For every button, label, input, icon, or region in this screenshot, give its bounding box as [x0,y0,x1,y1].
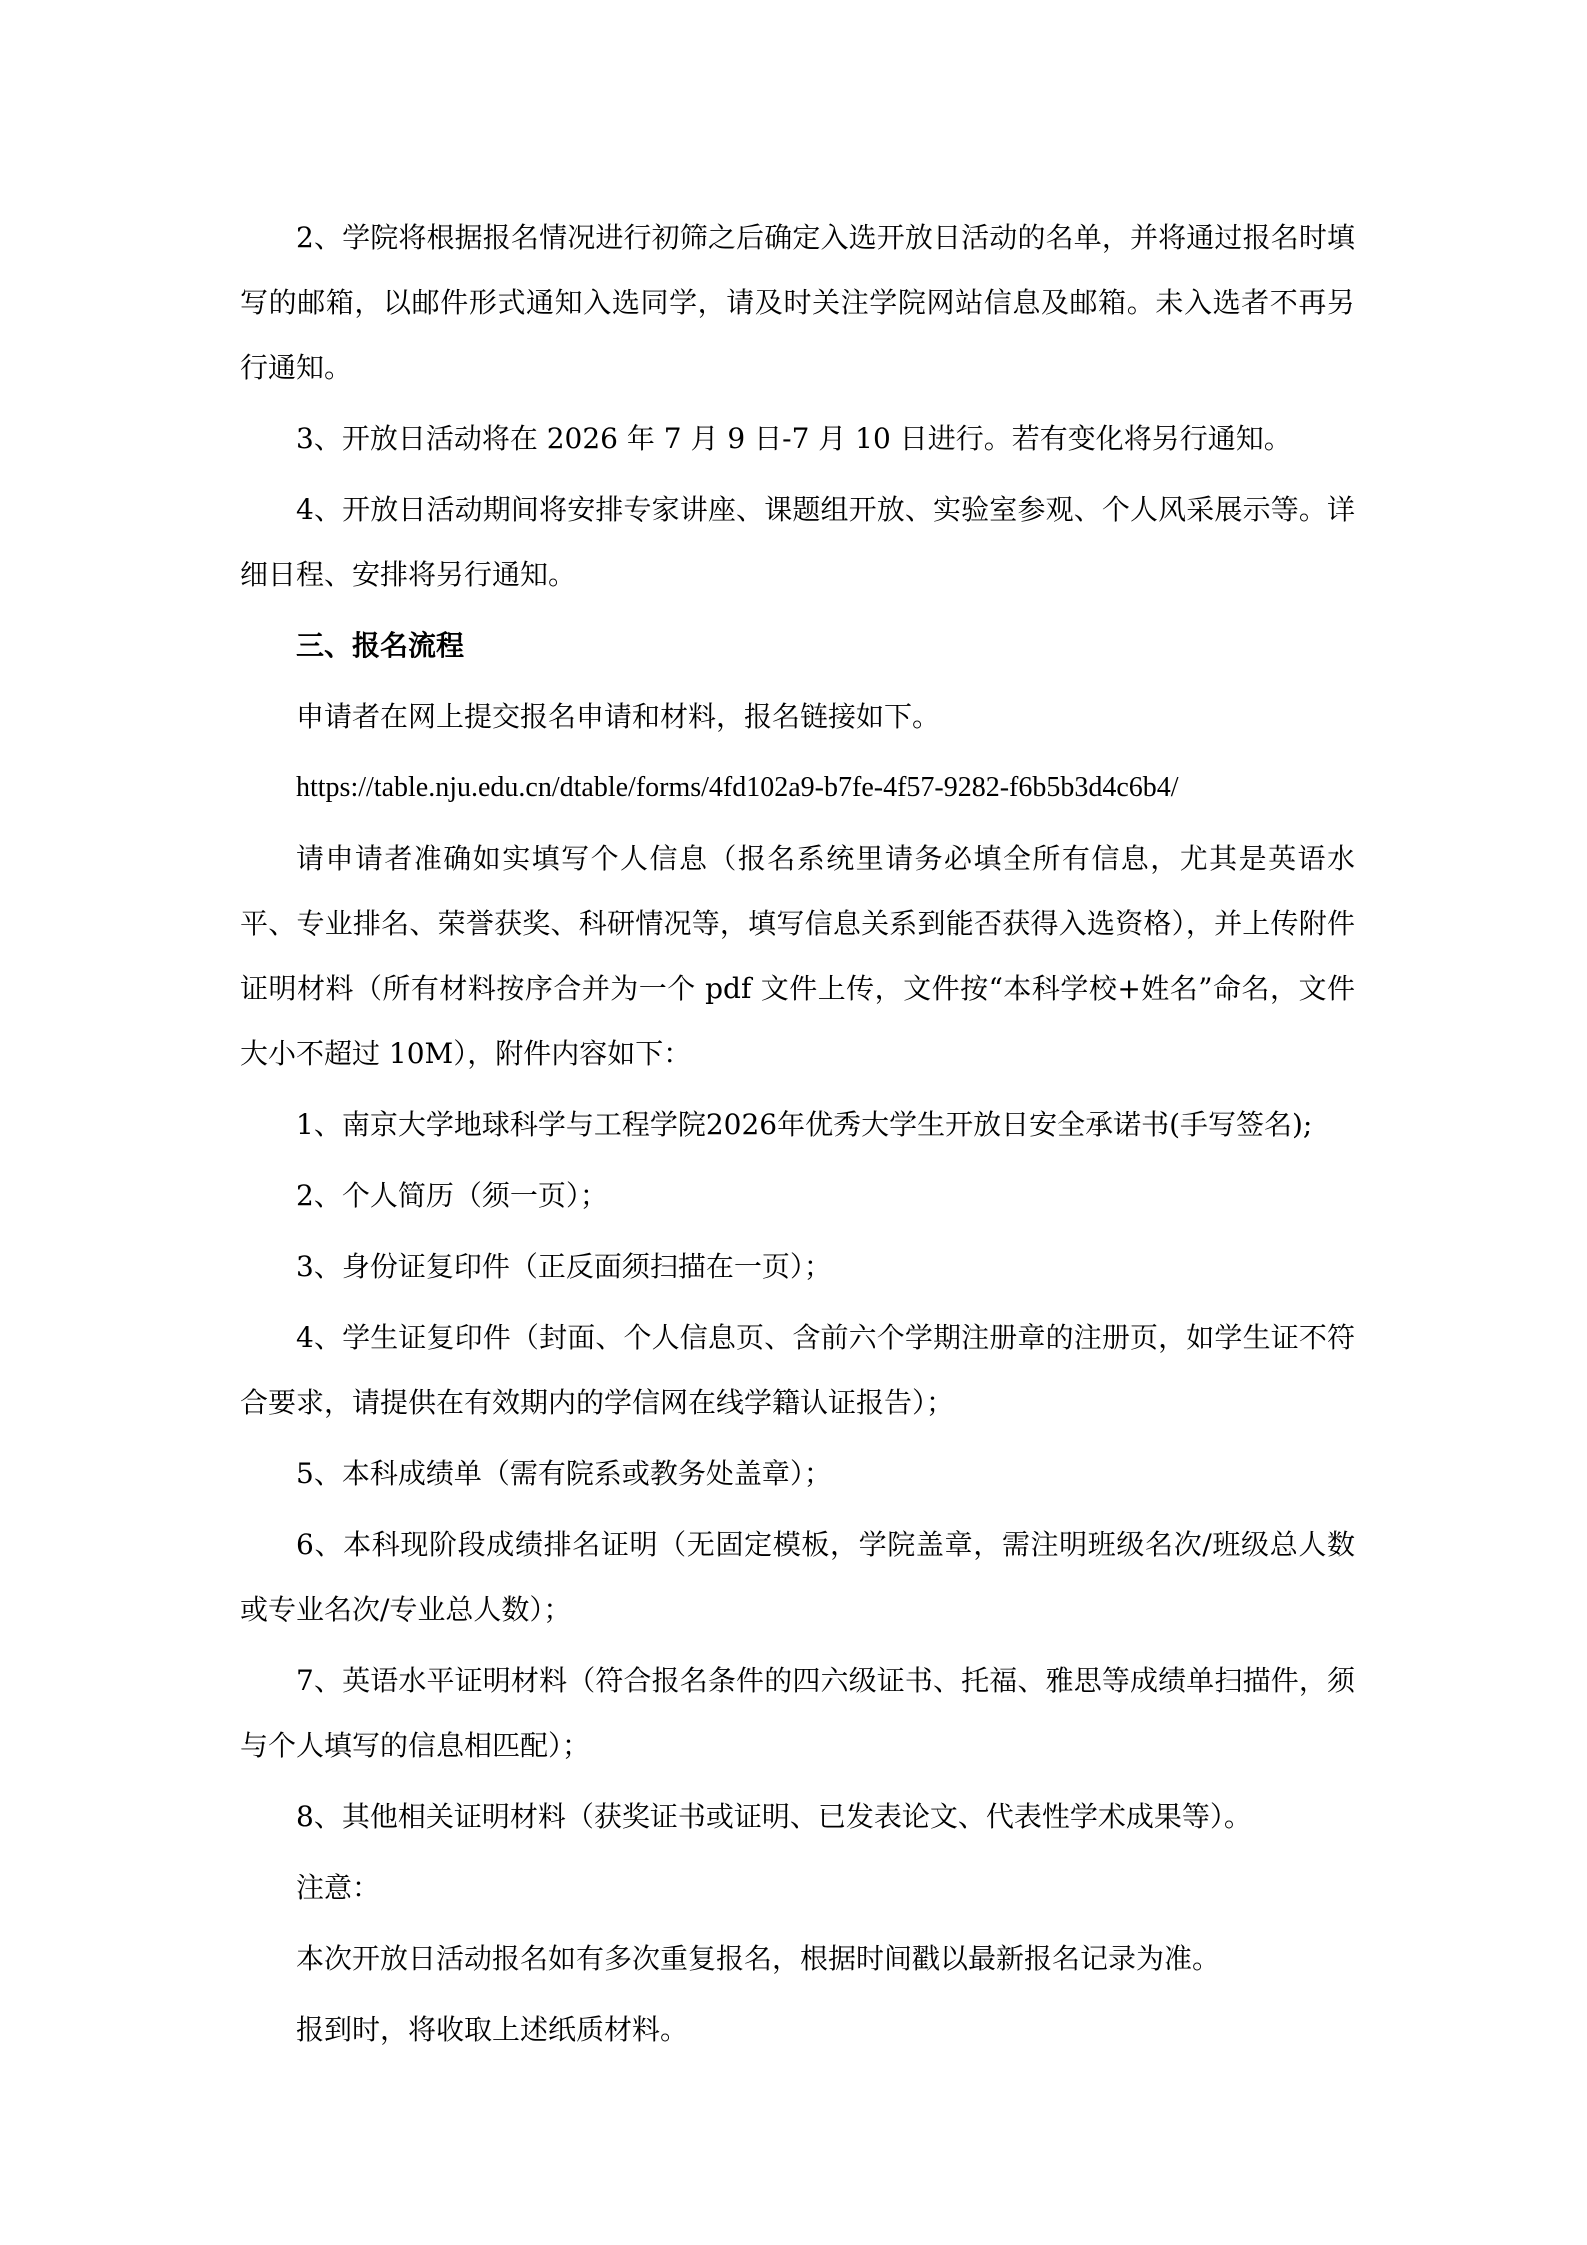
note-item: 报到时，将收取上述纸质材料。 [296,2013,689,2046]
attachment-item: 6、本科现阶段成绩排名证明（无固定模板，学院盖章，需注明班级名次/班级总人数或专业名次/专业总人数）； [240,1528,1355,1626]
note-item: 本次开放日活动报名如有多次重复报名，根据时间戳以最新报名记录为准。 [296,1942,1221,1975]
section-heading-registration: 三、报名流程 [296,629,465,662]
registration-link[interactable]: https://table.nju.edu.cn/dtable/forms/4fd102a9-b7fe-4f57-9282-f6b5b3d4c6b4/ [296,772,1179,803]
paragraph-item-4: 4、开放日活动期间将安排专家讲座、课题组开放、实验室参观、个人风采展示等。详细日程、安排将另行通知。 [240,493,1355,591]
note-label: 注意： [296,1871,381,1904]
attachment-item: 1、南京大学地球科学与工程学院2026年优秀大学生开放日安全承诺书(手写签名); [296,1108,1313,1141]
attachment-item: 4、学生证复印件（封面、个人信息页、含前六个学期注册章的注册页，如学生证不符合要求，请提供在有效期内的学信网在线学籍认证报告）； [240,1321,1355,1419]
attachment-item: 2、个人简历（须一页）； [296,1179,608,1212]
document-body [240,205,1355,2062]
attachment-item: 8、其他相关证明材料（获奖证书或证明、已发表论文、代表性学术成果等）。 [296,1800,1252,1833]
paragraph-item-2: 2、学院将根据报名情况进行初筛之后确定入选开放日活动的名单，并将通过报名时填写的邮箱，以邮件形式通知入选同学，请及时关注学院网站信息及邮箱。未入选者不再另行通知。 [240,221,1355,384]
attachment-item: 5、本科成绩单（需有院系或教务处盖章）； [296,1457,832,1490]
registration-intro: 申请者在网上提交报名申请和材料，报名链接如下。 [296,700,941,733]
paragraph-item-3: 3、开放日活动将在 2026 年 7 月 9 日-7 月 10 日进行。若有变化将另行通知。 [296,422,1292,455]
attachment-item: 7、英语水平证明材料（符合报名条件的四六级证书、托福、雅思等成绩单扫描件，须与个人填写的信息相匹配）； [240,1664,1355,1762]
registration-instructions: 请申请者准确如实填写个人信息（报名系统里请务必填全所有信息，尤其是英语水平、专业排名、荣誉获奖、科研情况等，填写信息关系到能否获得入选资格），并上传附件证明材料（所有材料按序合并为一个 pdf 文件上传，文件按“本科学校+姓名”命名，文件大小不超过 10M），附件内容如下： [240,842,1355,1070]
attachment-item: 3、身份证复印件（正反面须扫描在一页）； [296,1250,832,1283]
